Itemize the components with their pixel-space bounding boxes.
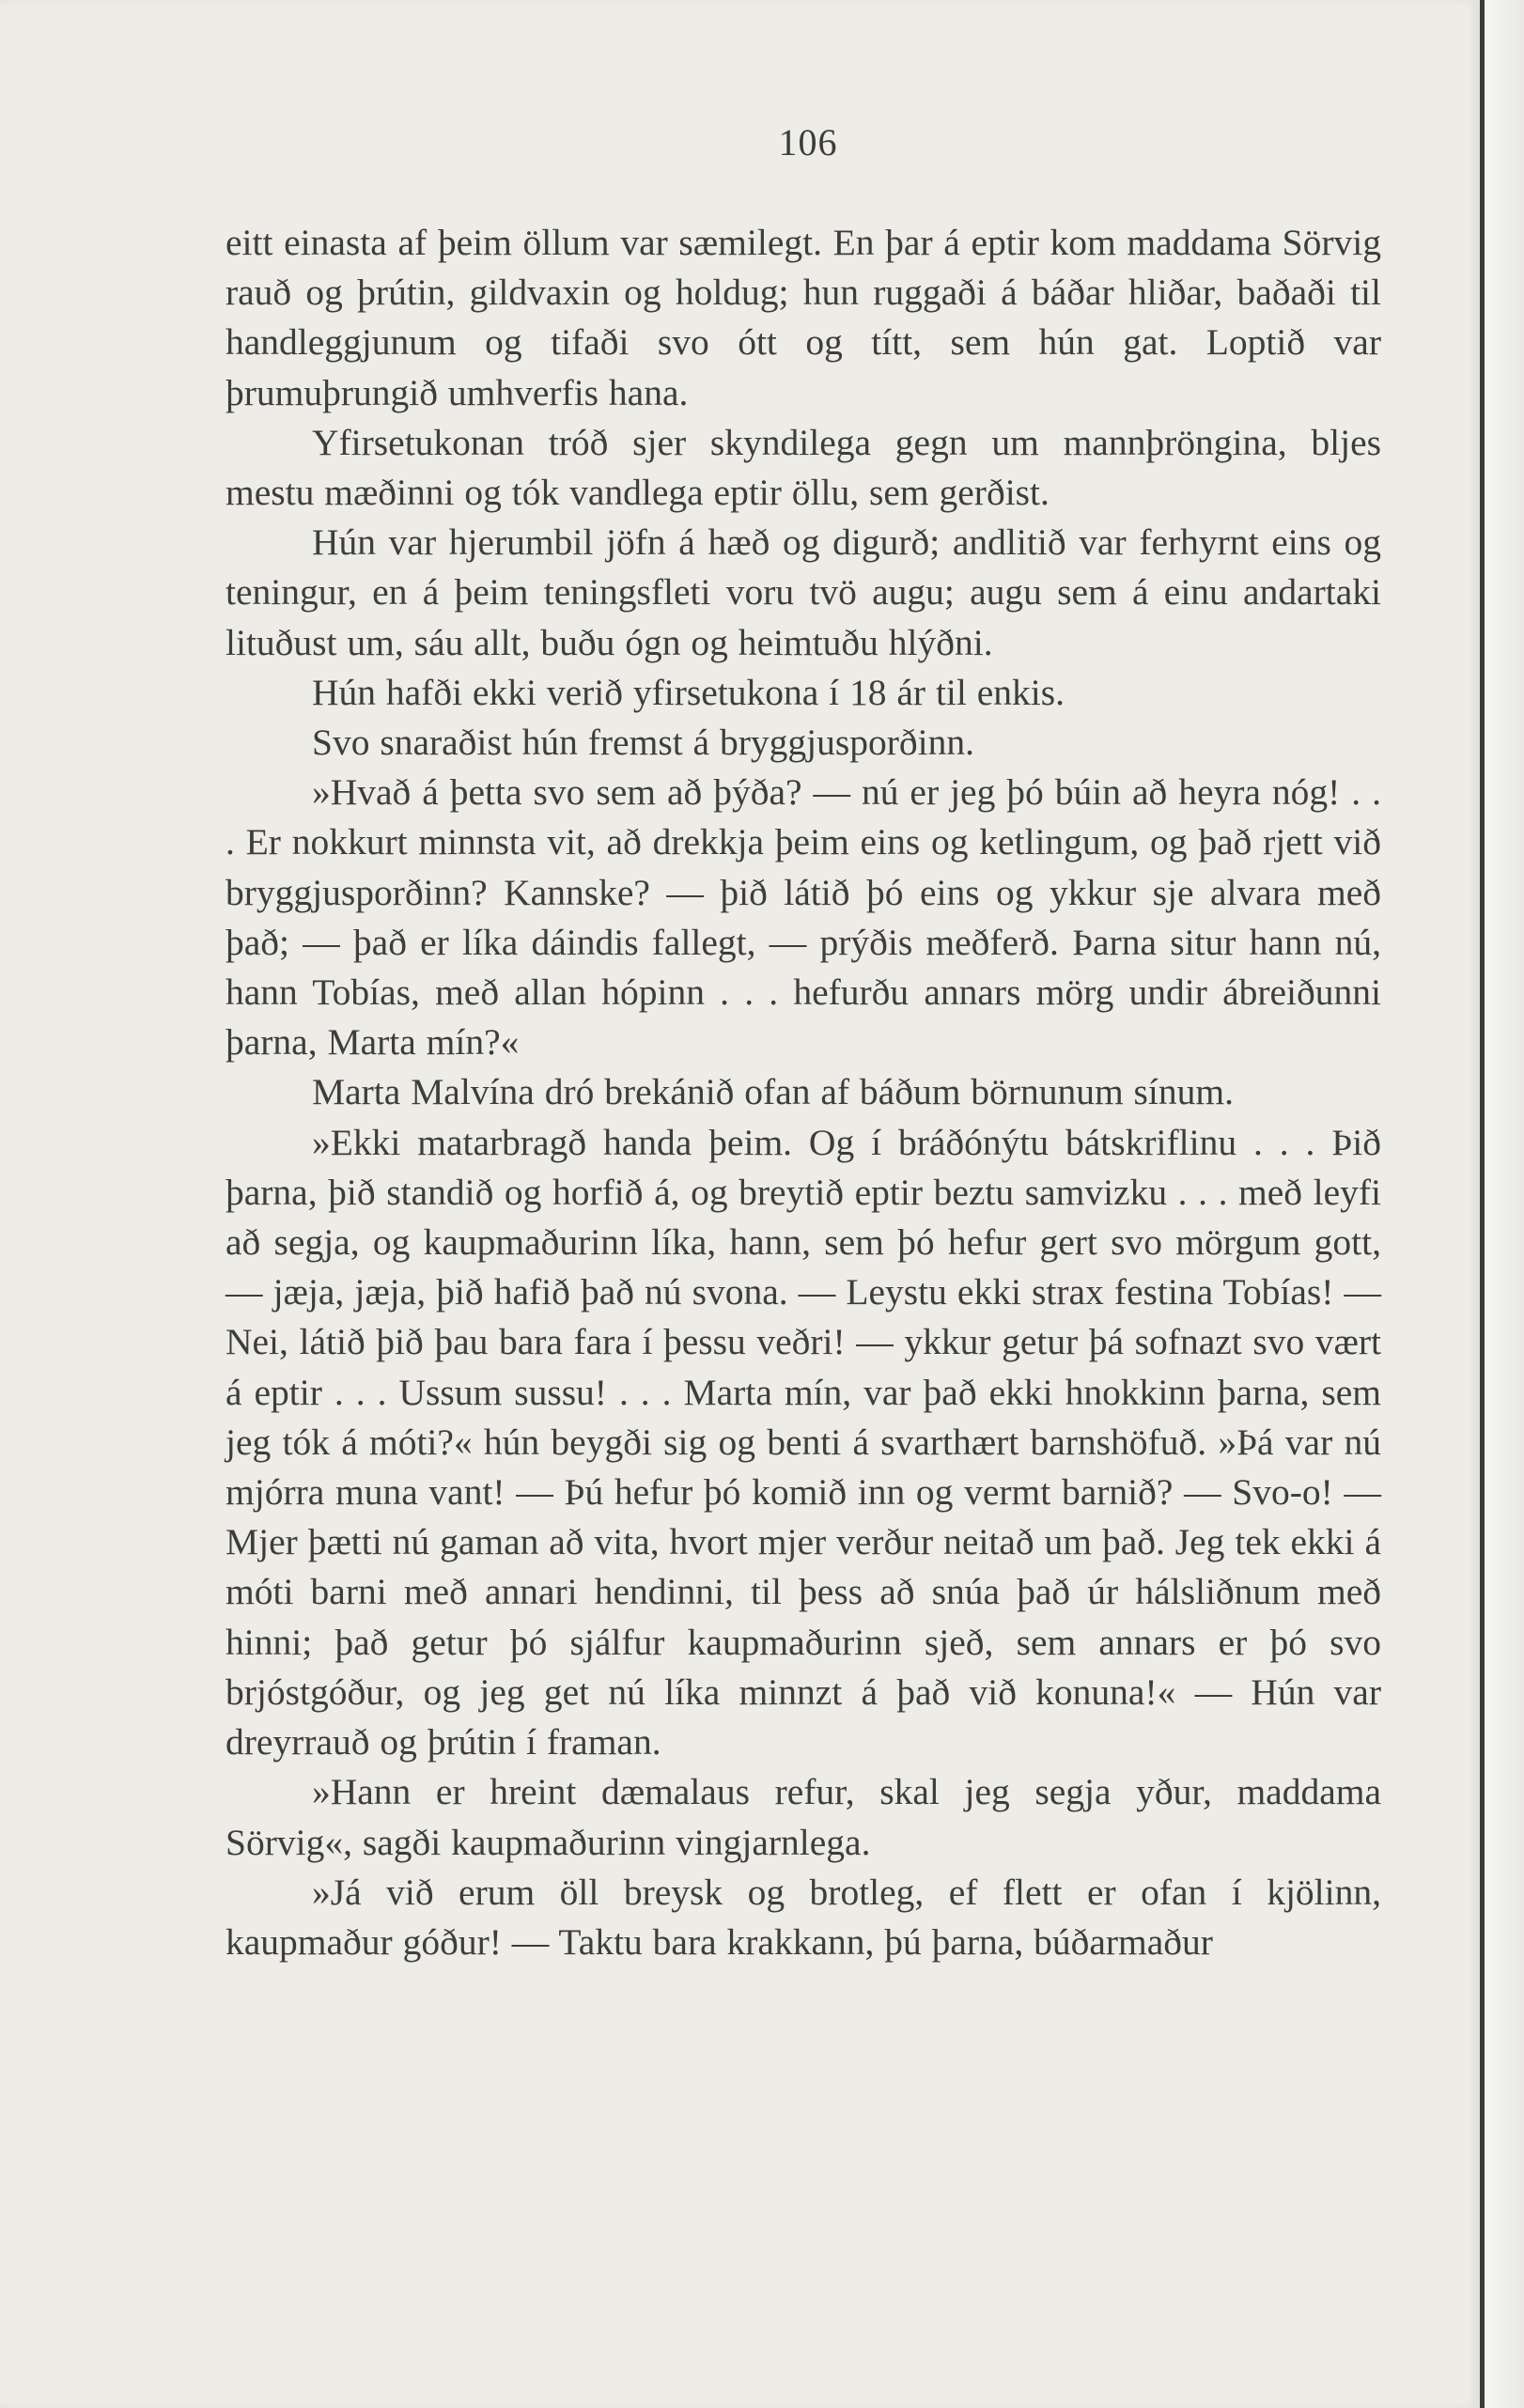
paragraph: Marta Malvína dró brekánið ofan af báðum börnunum sínum.	[312, 1071, 1234, 1113]
paragraph: eitt einasta af þeim öllum var sæmilegt. En þar á eptir kom maddama Sörvig rauð og þrútin, gildvaxin og holdug; hun ruggaði á báðar hliðar, baðaði til handleggjunum og tifaði svo ótt og títt, sem hún gat. Loptið var þrumuþrungið umhverfis hana.	[225, 222, 1381, 413]
paragraph: Hún hafði ekki verið yfirsetukona í 18 ár til enkis.	[312, 671, 1065, 713]
paragraph: Yfirsetukonan tróð sjer skyndilega gegn um mannþröngina, bljes mestu mæðinni og tók vandlega eptir öllu, sem gerðist.	[225, 421, 1381, 514]
page-number: 106	[778, 121, 838, 163]
paragraph: »Hann er hreint dæmalaus refur, skal jeg segja yður, maddama Sörvig«, sagði kaupmaðurinn vingjarnlega.	[225, 1771, 1381, 1863]
paragraph: »Hvað á þetta svo sem að þýða? — nú er jeg þó búin að heyra nóg! . . . Er nokkurt minnsta vit, að drekkja þeim eins og ketlingum, og það rjett við bryggjusporðinn? Kannske? — þið látið þó eins og ykkur sje alvara með það; — það er líka dáindis fallegt, — prýðis meðferð. Þarna situr hann nú, hann Tobías, með allan hópinn . . . hefurðu annars mörg undir ábreiðunni þarna, Marta mín?«	[225, 771, 1381, 1064]
paragraph: »Já við erum öll breysk og brotleg, ef flett er ofan í kjölinn, kaupmaður góður! — Taktu bara krakkann, þú þarna, búðarmaður	[225, 1871, 1381, 1963]
body-text	[225, 218, 1381, 1967]
paragraph: Hún var hjerumbil jöfn á hæð og digurð; andlitið var ferhyrnt eins og teningur, en á þeim teningsfleti voru tvö augu; augu sem á einu andartaki lituðust um, sáu allt, buðu ógn og heimtuðu hlýðni.	[225, 521, 1381, 663]
paragraph: Svo snaraðist hún fremst á bryggjusporðinn.	[312, 722, 974, 764]
scan-margin	[1485, 0, 1524, 2408]
paragraph: »Ekki matarbragð handa þeim. Og í bráðónýtu bátskriflinu . . . Þið þarna, þið standið og horfið á, og breytið eptir beztu samvizku . . . með leyfi að segja, og kaupmaðurinn líka, hann, sem þó hefur gert svo mörgum gott, — jæja, jæja, þið hafið það nú svona. — Leystu ekki strax festina Tobías! — Nei, látið þið þau bara fara í þessu veðri! — ykkur getur þá sofnazt svo vært á eptir . . . Ussum sussu! . . . Marta mín, var það ekki hnokkinn þarna, sem jeg tók á móti?« hún beygði sig og benti á svarthært barnshöfuð. »Þá var nú mjórra muna vant! — Þú hefur þó komið inn og vermt barnið? — Svo-o! — Mjer þætti nú gaman að vita, hvort mjer verður neitað um það. Jeg tek ekki á móti barni með annari hendinni, til þess að snúa það úr hálsliðnum með hinni; það getur þó sjálfur kaupmaðurinn sjeð, sem annars er þó svo brjóstgóður, og jeg get nú líka minnzt á það við konuna!« — Hún var dreyrrauð og þrútin í framan.	[225, 1121, 1381, 1763]
